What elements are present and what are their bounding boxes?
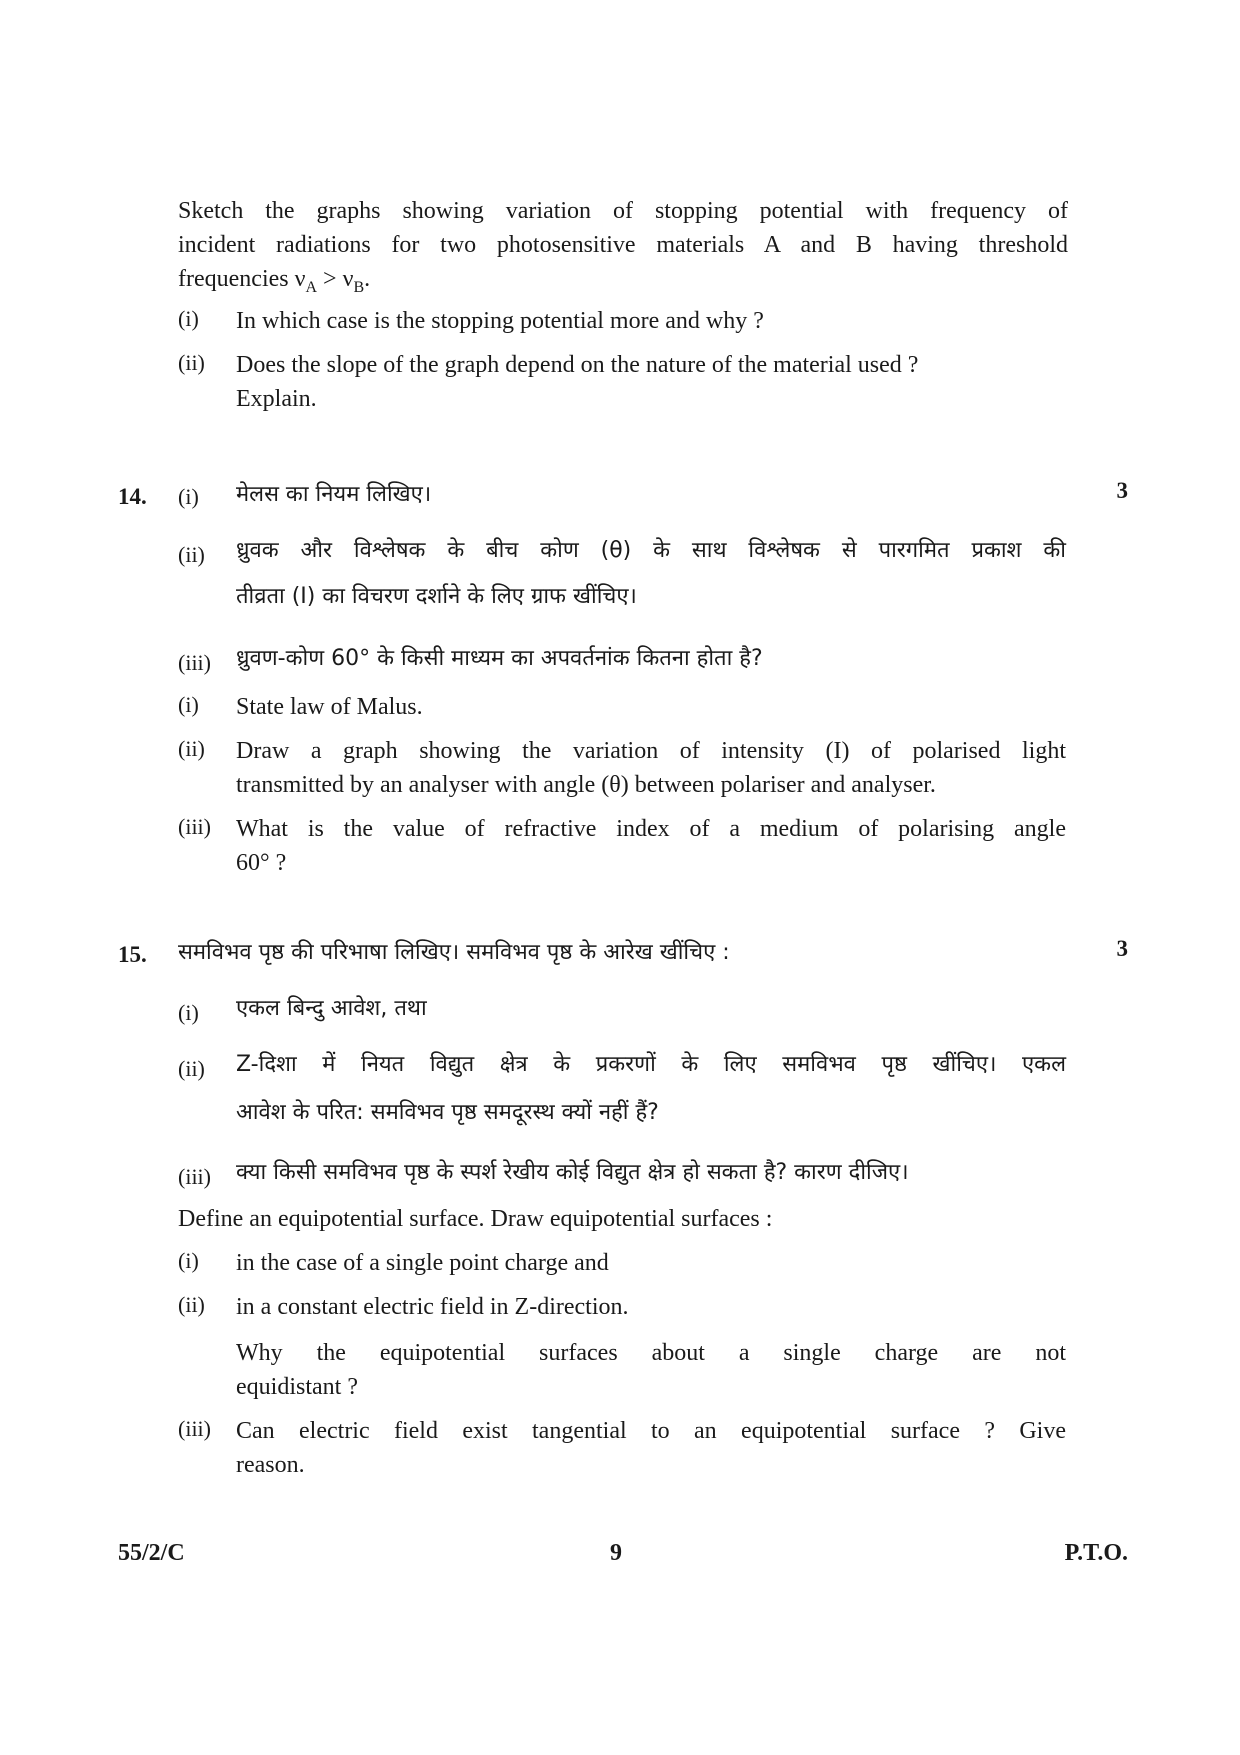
q15-hi-iii: क्या किसी समविभव पृष्ठ के स्पर्श रेखीय कोई विद्युत क्षेत्र हो सकता है? कारण दीजिए। [236,1160,909,1185]
subscript-b: B [353,279,365,296]
q15-hi-ii-1: Z-दिशा में नियत विद्युत क्षेत्र के प्रकरणों के लिए समविभव पृष्ठ खींचिए। एकल [236,1052,1066,1077]
pto-label: P.T.O. [1064,1540,1128,1566]
q14-en-i: State law of Malus. [236,694,423,720]
q13-ii-text-1: Does the slope of the graph depend on the nature of the material used ? [236,352,919,378]
q15-marks: 3 [1116,936,1128,961]
q14-hi-i-label: (i) [178,484,199,509]
q15-hi-ii-2: आवेश के परित: समविभव पृष्ठ समदूरस्थ क्यों नहीं हैं? [236,1100,659,1125]
q15-number: 15. [118,942,147,967]
q14-en-ii-label: (ii) [178,736,205,761]
q15-en-ii: in a constant electric field in Z-direction. [236,1294,629,1320]
q13-i-label: (i) [178,306,199,331]
q15-hi-i-label: (i) [178,1000,199,1025]
greater-than: > [317,266,343,292]
q14-hi-iii-label: (iii) [178,650,211,675]
q14-en-iii-1: What is the value of refractive index of a medium of polarising angle [236,816,1066,842]
q15-en-ii-label: (ii) [178,1292,205,1317]
q13-line-3-text: frequencies [178,266,295,292]
q15-en-i-label: (i) [178,1248,199,1273]
page-number: 9 [610,1540,622,1566]
q14-en-iii-2: 60° ? [236,850,287,876]
q15-en-iii-label: (iii) [178,1416,211,1441]
q14-en-ii-2: transmitted by an analyser with angle (θ) between polariser and analyser. [236,772,936,798]
paper-code: 55/2/C [118,1540,185,1566]
q14-hi-ii-label: (ii) [178,542,205,567]
q14-hi-i: मेलस का नियम लिखिए। [236,482,432,507]
q15-en-iii-2: reason. [236,1452,305,1478]
q15-en-why-2: equidistant ? [236,1374,358,1400]
q15-en-iii-1: Can electric field exist tangential to an equipotential surface ? Give [236,1418,1066,1444]
q15-hi-iii-label: (iii) [178,1164,211,1189]
q13-line-3 [178,262,370,299]
q14-en-i-label: (i) [178,692,199,717]
q15-en-intro: Define an equipotential surface. Draw equipotential surfaces : [178,1206,773,1232]
subscript-a: A [305,279,318,296]
q13-ii-label: (ii) [178,350,205,375]
q15-hi-intro: समविभव पृष्ठ की परिभाषा लिखिए। समविभव पृष्ठ के आरेख खींचिए : [178,940,730,965]
q14-hi-iii: ध्रुवण-कोण 60° के किसी माध्यम का अपवर्तनांक कितना होता है? [236,646,763,671]
nu-symbol: ν [294,266,306,292]
q14-hi-ii-2: तीव्रता (I) का विचरण दर्शाने के लिए ग्राफ खींचिए। [236,584,637,609]
period: . [364,266,371,292]
q14-hi-ii-1: ध्रुवक और विश्लेषक के बीच कोण (θ) के साथ विश्लेषक से पारगमित प्रकाश की [236,538,1066,563]
q13-i-text: In which case is the stopping potential more and why ? [236,308,764,334]
q15-hi-i: एकल बिन्दु आवेश, तथा [236,996,427,1021]
q14-en-ii-1: Draw a graph showing the variation of intensity (I) of polarised light [236,738,1066,764]
q13-line-2: incident radiations for two photosensitive materials A and B having threshold [178,232,1068,258]
nu-symbol-b: ν [342,266,354,292]
q14-en-iii-label: (iii) [178,814,211,839]
q14-marks: 3 [1116,478,1128,503]
q13-ii-text-2: Explain. [236,386,317,412]
q15-en-i: in the case of a single point charge and [236,1250,609,1276]
q15-en-why-1: Why the equipotential surfaces about a single charge are not [236,1340,1066,1366]
q15-hi-ii-label: (ii) [178,1056,205,1081]
q13-line-1: Sketch the graphs showing variation of stopping potential with frequency of [178,198,1068,224]
q14-number: 14. [118,484,147,509]
